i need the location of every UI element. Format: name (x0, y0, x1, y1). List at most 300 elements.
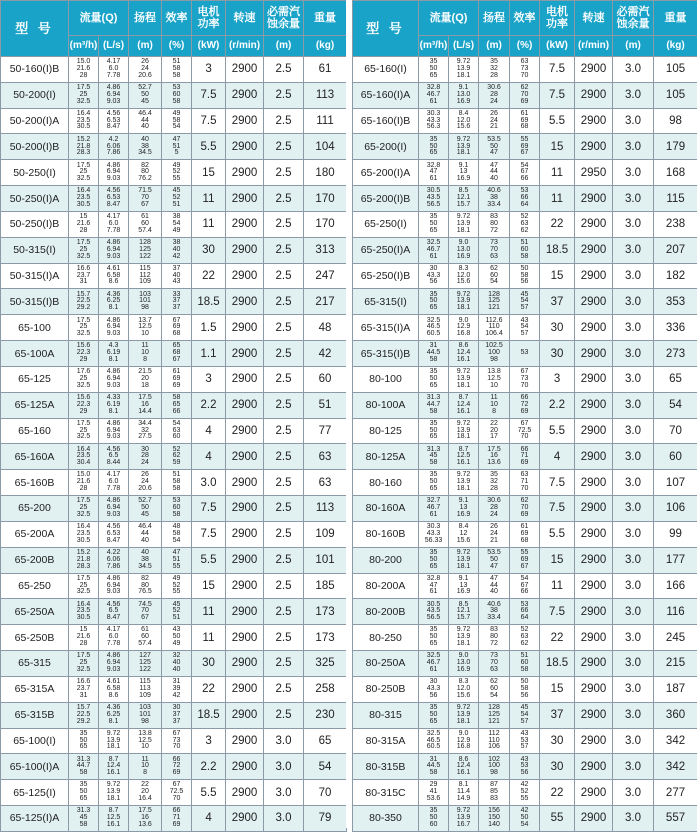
weight-cell: 313 (304, 237, 347, 263)
cell-line: 9.72 (449, 137, 478, 144)
efficiency-cell (510, 263, 540, 289)
flow-ls-cell (449, 573, 479, 599)
cell-line: 53 (162, 85, 191, 92)
cell-line: 16.6 (69, 266, 98, 273)
header-model: 型 号 (1, 1, 69, 57)
cell-line: 17.5 (69, 85, 98, 92)
flow-m3h-cell (69, 599, 99, 625)
table-row (1, 237, 347, 263)
speed-cell: 2900 (226, 547, 264, 573)
cell-line: 6.94 (99, 376, 128, 383)
model-cell: 80-200A (353, 573, 419, 599)
weight-cell: 107 (654, 470, 697, 496)
cell-line: 12.1 (449, 195, 478, 202)
flow-m3h-cell (69, 676, 99, 702)
cell-line: 6.58 (99, 273, 128, 280)
flow-m3h-cell (69, 444, 99, 470)
power-cell: 30 (540, 341, 575, 367)
cell-line: 5 (162, 150, 191, 157)
power-cell: 3.0 (192, 470, 226, 496)
cell-line: 69 (510, 557, 539, 564)
cell-line: 30.5 (69, 538, 98, 545)
speed-cell: 2900 (575, 211, 613, 237)
cell-line: 58 (162, 118, 191, 125)
power-cell: 18.5 (192, 702, 226, 728)
flow-ls-cell (99, 806, 129, 832)
cell-line: 13.9 (449, 298, 478, 305)
cell-line: 60 (129, 634, 161, 641)
cell-line: 35 (419, 705, 448, 712)
head-cell (129, 547, 162, 573)
cell-line: 68 (162, 331, 191, 338)
cell-line: 25 (69, 169, 98, 176)
flow-ls-cell (449, 806, 479, 832)
cell-line: 29.2 (69, 719, 98, 726)
npsh-cell: 3.0 (264, 780, 304, 806)
cell-line: 18 (129, 383, 161, 390)
flow-m3h-cell (419, 573, 449, 599)
flow-m3h-cell (419, 108, 449, 134)
cell-line: 55 (510, 137, 539, 144)
power-cell: 7.5 (540, 496, 575, 522)
model-cell: 80-250A (353, 651, 419, 677)
cell-line: 65 (419, 719, 448, 726)
cell-line: 8.1 (99, 409, 128, 416)
power-cell: 5.5 (540, 521, 575, 547)
head-cell (129, 392, 162, 418)
speed-cell: 2900 (575, 676, 613, 702)
model-cell: 65-250(I) (353, 211, 419, 237)
cell-line: 8.6 (449, 343, 478, 350)
cell-line: 12.0 (449, 273, 478, 280)
cell-line: 26 (479, 111, 509, 118)
cell-line: 69 (510, 144, 539, 151)
cell-line: 60.5 (419, 331, 448, 338)
flow-m3h-cell (419, 702, 449, 728)
unit-power: (kW) (192, 36, 226, 57)
cell-line: 69 (162, 376, 191, 383)
efficiency-cell (510, 754, 540, 780)
cell-line: 30 (162, 705, 191, 712)
cell-line: 50 (419, 428, 448, 435)
cell-line: 16.4 (69, 111, 98, 118)
cell-line: 56 (510, 770, 539, 777)
cell-line: 9.72 (99, 731, 128, 738)
table-row (1, 108, 347, 134)
cell-line: 35 (419, 137, 448, 144)
cell-line: 28 (129, 453, 161, 460)
cell-line: 66 (162, 808, 191, 815)
model-cell: 80-315A (353, 728, 419, 754)
table-row (353, 315, 697, 341)
model-cell: 65-315 (1, 651, 69, 677)
flow-ls-cell (99, 702, 129, 728)
cell-line: 29 (419, 782, 448, 789)
cell-line: 25 (69, 583, 98, 590)
unit-head: (m) (129, 36, 162, 57)
table-row (1, 57, 347, 83)
cell-line: 30.5 (419, 602, 448, 609)
cell-line: 28 (479, 73, 509, 80)
cell-line: 122 (129, 667, 161, 674)
cell-line: 51 (162, 144, 191, 151)
cell-line: 42 (162, 693, 191, 700)
cell-line: 60 (162, 434, 191, 441)
cell-line: 13.9 (449, 557, 478, 564)
efficiency-cell (510, 702, 540, 728)
cell-line: 32.5 (419, 653, 448, 660)
cell-line: 44 (129, 531, 161, 538)
npsh-cell: 3.0 (613, 599, 654, 625)
cell-line: 6.19 (99, 350, 128, 357)
cell-line: 16.1 (449, 770, 478, 777)
model-cell: 80-100A (353, 392, 419, 418)
cell-line: 125 (479, 712, 509, 719)
head-cell (129, 186, 162, 212)
cell-line: 43 (162, 279, 191, 286)
cell-line: 83 (479, 214, 509, 221)
npsh-cell: 3.0 (613, 754, 654, 780)
flow-m3h-cell (69, 82, 99, 108)
efficiency-cell (510, 392, 540, 418)
model-cell: 50-315(I) (1, 237, 69, 263)
cell-line: 56 (510, 693, 539, 700)
header-head: 扬程 (479, 1, 510, 36)
speed-cell: 2900 (575, 780, 613, 806)
speed-cell: 2900 (575, 521, 613, 547)
model-cell: 65-250(I)A (353, 237, 419, 263)
efficiency-cell (510, 676, 540, 702)
cell-line: 61 (419, 254, 448, 261)
npsh-cell: 3.0 (613, 366, 654, 392)
cell-line: 15.6 (449, 693, 478, 700)
efficiency-cell (510, 289, 540, 315)
cell-line: 66 (510, 447, 539, 454)
flow-m3h-cell (419, 418, 449, 444)
npsh-cell: 2.5 (264, 134, 304, 160)
header-speed: 转速 (575, 1, 613, 36)
cell-line: 41 (419, 789, 448, 796)
power-cell: 2.2 (192, 754, 226, 780)
power-cell: 15 (540, 547, 575, 573)
model-cell: 80-125A (353, 444, 419, 470)
cell-line: 62 (510, 85, 539, 92)
cell-line: 21.8 (69, 144, 98, 151)
cell-line: 42 (510, 808, 539, 815)
table-row (1, 186, 347, 212)
power-cell: 7.5 (192, 82, 226, 108)
efficiency-cell (510, 806, 540, 832)
cell-line: 10 (479, 383, 509, 390)
cell-line: 4.22 (99, 550, 128, 557)
npsh-cell: 3.0 (613, 780, 654, 806)
efficiency-cell (510, 186, 540, 212)
cell-line: 32.5 (69, 254, 98, 261)
cell-line: 51 (162, 202, 191, 209)
head-cell (479, 366, 510, 392)
head-cell (479, 315, 510, 341)
cell-line: 15 (69, 214, 98, 221)
head-cell (129, 108, 162, 134)
cell-line: 70 (510, 486, 539, 493)
power-cell: 4 (192, 806, 226, 832)
flow-m3h-cell (69, 728, 99, 754)
cell-line: 8.6 (99, 279, 128, 286)
cell-line: 4.3 (99, 343, 128, 350)
cell-line: 18.1 (99, 744, 128, 751)
cell-line: 56 (419, 693, 448, 700)
cell-line: 13.0 (449, 92, 478, 99)
flow-ls-cell (449, 263, 479, 289)
header-speed: 转速 (226, 1, 264, 36)
model-cell: 65-315A (1, 676, 69, 702)
cell-line: 16.4 (69, 447, 98, 454)
cell-line: 25 (69, 428, 98, 435)
cell-line: 71 (510, 453, 539, 460)
cell-line: 18.1 (449, 383, 478, 390)
cell-line: 25 (69, 247, 98, 254)
cell-line: 67 (162, 731, 191, 738)
table-row (1, 676, 347, 702)
cell-line: 21.6 (69, 479, 98, 486)
weight-cell: 106 (654, 496, 697, 522)
cell-line: 13.0 (449, 660, 478, 667)
power-cell: 11 (192, 211, 226, 237)
efficiency-cell (162, 263, 192, 289)
flow-ls-cell (99, 418, 129, 444)
cell-line: 112.6 (479, 318, 509, 325)
speed-cell: 2900 (226, 289, 264, 315)
cell-line: 4.86 (99, 421, 128, 428)
power-cell: 30 (540, 315, 575, 341)
cell-line: 16 (479, 453, 509, 460)
npsh-cell: 3.0 (613, 651, 654, 677)
power-cell: 7.5 (540, 82, 575, 108)
npsh-cell: 3.0 (613, 728, 654, 754)
cell-line: 13.6 (129, 822, 161, 829)
weight-cell: 105 (654, 82, 697, 108)
cell-line: 6.94 (99, 324, 128, 331)
flow-m3h-cell (419, 341, 449, 367)
npsh-cell: 3.0 (613, 702, 654, 728)
npsh-cell: 2.5 (264, 237, 304, 263)
efficiency-cell (510, 237, 540, 263)
cell-line: 76.2 (129, 176, 161, 183)
power-cell: 5.5 (540, 418, 575, 444)
cell-line: 30.5 (69, 615, 98, 622)
cell-line: 20.6 (129, 73, 161, 80)
cell-line: 9.1 (449, 163, 478, 170)
flow-m3h-cell (419, 625, 449, 651)
cell-line: 15.0 (69, 59, 98, 66)
weight-cell: 245 (654, 625, 697, 651)
model-cell: 65-250(I)B (353, 263, 419, 289)
weight-cell: 54 (304, 754, 347, 780)
cell-line: 54 (510, 576, 539, 583)
cell-line: 47 (419, 169, 448, 176)
cell-line: 32.5 (69, 99, 98, 106)
speed-cell: 2900 (575, 728, 613, 754)
cell-line: 8 (479, 409, 509, 416)
cell-line: 21.5 (129, 369, 161, 376)
cell-line: 67 (129, 202, 161, 209)
npsh-cell: 2.5 (264, 418, 304, 444)
cell-line: 58 (419, 409, 448, 416)
cell-line: 54 (510, 163, 539, 170)
cell-line: 17.5 (129, 395, 161, 402)
cell-line: 45 (419, 453, 448, 460)
cell-line: 72 (162, 763, 191, 770)
cell-line: 4.86 (99, 653, 128, 660)
efficiency-cell (510, 134, 540, 160)
head-cell (479, 160, 510, 186)
flow-ls-cell (449, 754, 479, 780)
table-row (353, 599, 697, 625)
cell-line: 58 (69, 822, 98, 829)
cell-line: 150 (479, 815, 509, 822)
cell-line: 4.17 (99, 472, 128, 479)
cell-line: 71.5 (129, 188, 161, 195)
cell-line: 17.6 (69, 369, 98, 376)
flow-m3h-cell (69, 470, 99, 496)
cell-line: 23.7 (69, 273, 98, 280)
weight-cell: 51 (304, 392, 347, 418)
head-cell (479, 237, 510, 263)
cell-line: 45 (510, 292, 539, 299)
flow-ls-cell (449, 134, 479, 160)
flow-m3h-cell (69, 573, 99, 599)
cell-line: 82 (129, 576, 161, 583)
flow-m3h-cell (419, 496, 449, 522)
npsh-cell: 3.0 (613, 211, 654, 237)
speed-cell: 2900 (226, 702, 264, 728)
head-cell (129, 315, 162, 341)
weight-cell: 177 (654, 547, 697, 573)
cell-line: 27.5 (129, 434, 161, 441)
cell-line: 18.1 (449, 73, 478, 80)
cell-line: 32.5 (69, 383, 98, 390)
npsh-cell: 2.5 (264, 82, 304, 108)
cell-line: 43.3 (419, 686, 448, 693)
cell-line: 58 (162, 486, 191, 493)
table-row (353, 470, 697, 496)
model-cell: 65-315(I)B (353, 341, 419, 367)
power-cell: 22 (192, 676, 226, 702)
speed-cell: 2900 (575, 444, 613, 470)
efficiency-cell (162, 134, 192, 160)
head-cell (479, 676, 510, 702)
head-cell (129, 237, 162, 263)
header-flow: 流量(Q) (69, 1, 129, 36)
cell-line: 52 (162, 447, 191, 454)
efficiency-cell (162, 82, 192, 108)
npsh-cell: 2.5 (264, 599, 304, 625)
cell-line: 9.03 (99, 589, 128, 596)
cell-line: 35 (419, 627, 448, 634)
cell-line: 31.3 (419, 447, 448, 454)
cell-line: 8.7 (449, 395, 478, 402)
efficiency-cell (510, 366, 540, 392)
efficiency-cell (162, 186, 192, 212)
cell-line: 38 (479, 195, 509, 202)
cell-line: 56 (510, 279, 539, 286)
speed-cell: 2900 (575, 651, 613, 677)
flow-ls-cell (99, 754, 129, 780)
table-row (353, 521, 697, 547)
table-row (1, 341, 347, 367)
flow-ls-cell (99, 573, 129, 599)
power-cell: 3 (192, 728, 226, 754)
flow-ls-cell (449, 108, 479, 134)
weight-cell: 277 (654, 780, 697, 806)
head-cell (479, 444, 510, 470)
flow-m3h-cell (419, 444, 449, 470)
cell-line: 7.78 (99, 228, 128, 235)
speed-cell: 2900 (226, 211, 264, 237)
cell-line: 6.94 (99, 247, 128, 254)
flow-ls-cell (99, 651, 129, 677)
cell-line: 39 (162, 686, 191, 693)
power-cell: 7.5 (540, 599, 575, 625)
cell-line: 13.9 (99, 738, 128, 745)
npsh-cell: 3.0 (613, 470, 654, 496)
cell-line: 15.6 (449, 538, 478, 545)
cell-line: 6.25 (99, 712, 128, 719)
speed-cell: 2900 (226, 676, 264, 702)
cell-line: 112 (479, 731, 509, 738)
speed-cell: 2900 (575, 806, 613, 832)
cell-line: 6.0 (99, 66, 128, 73)
cell-line: 63 (510, 221, 539, 228)
flow-ls-cell (449, 237, 479, 263)
head-cell (479, 418, 510, 444)
power-cell: 15 (192, 573, 226, 599)
cell-line: 42 (162, 254, 191, 261)
cell-line: 24 (479, 531, 509, 538)
power-cell: 30 (192, 651, 226, 677)
table-row (353, 418, 697, 444)
cell-line: 32.5 (69, 589, 98, 596)
flow-m3h-cell (419, 160, 449, 186)
model-cell: 65-200B (1, 547, 69, 573)
cell-line: 4.17 (99, 59, 128, 66)
cell-line: 35 (419, 808, 448, 815)
cell-line: 32.5 (419, 240, 448, 247)
npsh-cell: 2.5 (264, 521, 304, 547)
model-cell: 50-250(I)B (1, 211, 69, 237)
table-row (353, 366, 697, 392)
cell-line: 69 (162, 822, 191, 829)
efficiency-cell (162, 392, 192, 418)
power-cell: 18.5 (540, 651, 575, 677)
cell-line: 37 (162, 719, 191, 726)
cell-line: 10 (129, 744, 161, 751)
cell-line: 102.5 (479, 343, 509, 350)
cell-line: 9.1 (449, 85, 478, 92)
cell-line: 45 (162, 188, 191, 195)
cell-line: 80 (129, 583, 161, 590)
cell-line: 51 (510, 653, 539, 660)
cell-line: 13.9 (99, 789, 128, 796)
cell-line: 122 (129, 254, 161, 261)
cell-line: 8.5 (449, 602, 478, 609)
cell-line: 71 (162, 815, 191, 822)
table-row (1, 418, 347, 444)
power-cell: 11 (540, 573, 575, 599)
model-cell: 65-100 (1, 315, 69, 341)
cell-line: 6.94 (99, 505, 128, 512)
cell-line: 24 (129, 460, 161, 467)
